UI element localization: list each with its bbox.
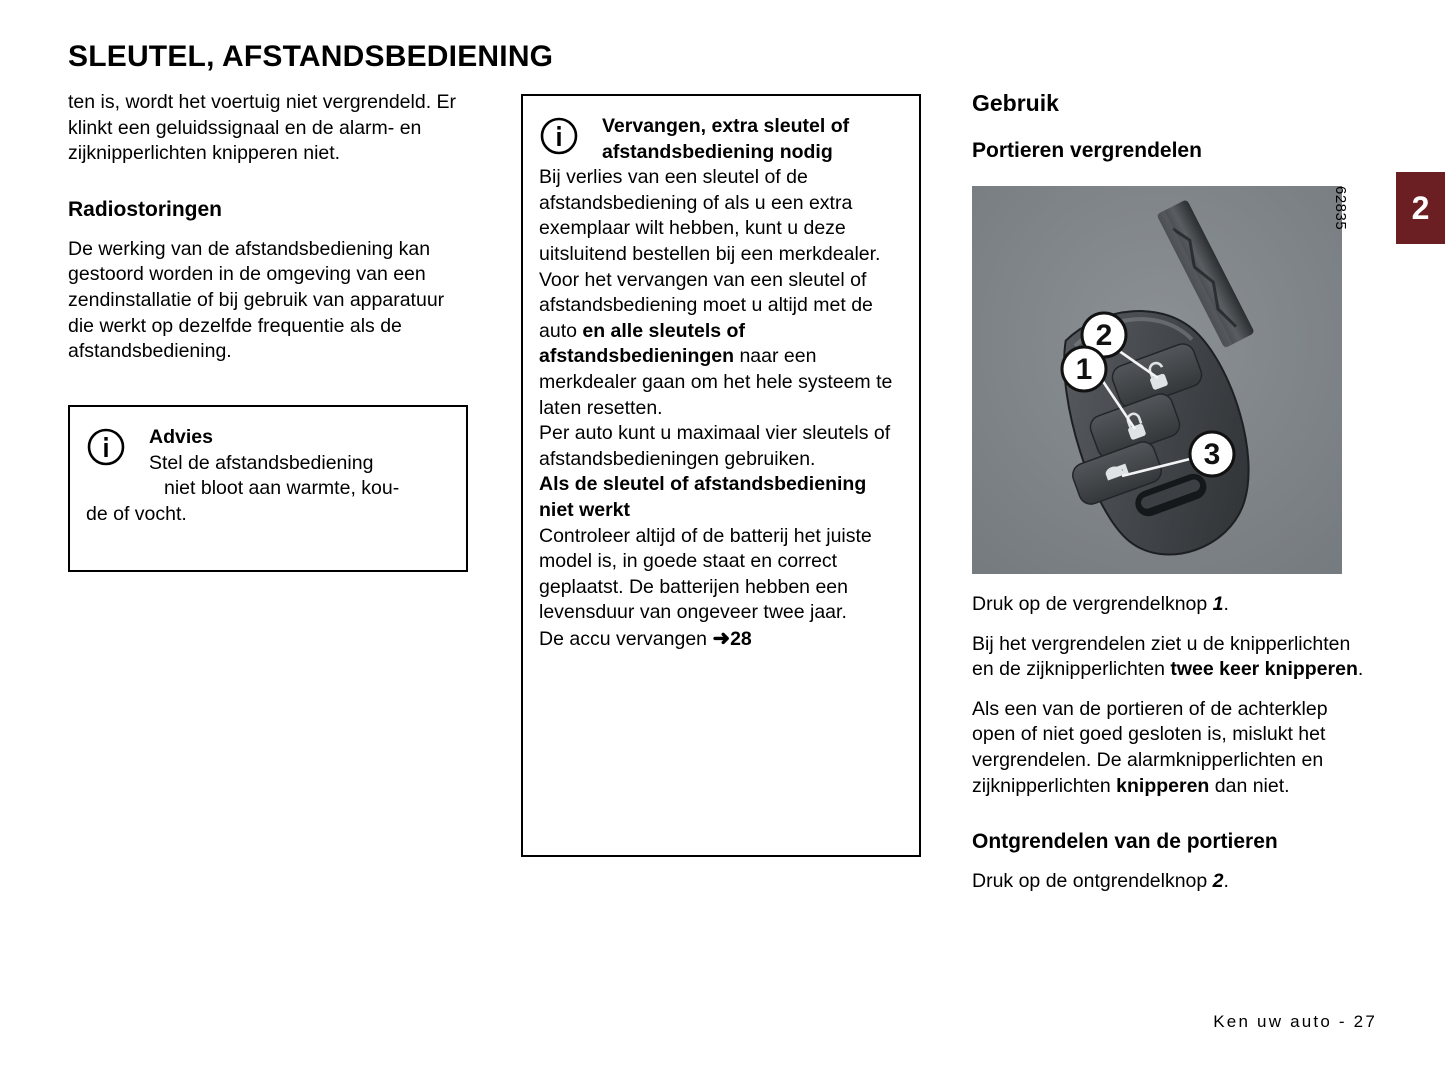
replace-paragraph-4: Controleer altijd of de batterij het juiste model is, in goede staat en correct geplaatst. De batterijen hebben een levensduur van ongeveer twee jaar. [539,524,872,624]
lock-blink-bold: twee keer knipperen [1170,658,1358,681]
arrow-right-icon: ➜ [712,626,731,650]
lock-instruction-post: . [1223,593,1229,615]
lock-blink-paragraph [972,632,1364,683]
unlock-instruction [972,869,1364,895]
advice-line-2: niet bloot aan warmte, kou- [164,477,400,500]
advice-title: Advies [149,426,213,448]
callout-3 [1190,432,1234,476]
unlock-instruction-post: . [1223,870,1229,893]
lock-blink-part1: Bij het vergrendelen ziet u de knipperlichten en de zijknipperlichten [972,632,1351,681]
right-column-body [972,592,1364,895]
replace-paragraph-3: Per auto kunt u maximaal vier sleutels of afstandsbedieningen gebruiken. [539,422,891,470]
svg-text:3: 3 [1203,438,1221,471]
lock-fail-part2: dan niet. [1209,774,1290,797]
cross-reference-page: 28 [730,627,752,650]
advice-line-3: de of vocht. [86,502,187,525]
replace-p2-part1: Voor het vervangen van een sleutel of afstandsbediening moet u altijd met de auto [539,268,873,342]
replace-heading-bold [539,472,903,523]
lock-instruction-callout: 1 [1212,593,1224,615]
unlock-instruction-callout: 2 [1212,870,1224,893]
callout-1 [1062,347,1106,391]
lock-blink-part2: . [1357,658,1364,681]
heading-gebruik: Gebruik [972,90,1059,116]
intro-paragraph: ten is, wordt het voertuig niet vergrendeld. Er klinkt een geluidssignaal en de alarm- en zijknipperlichten knipperen niet. [68,91,457,165]
info-icon [539,116,579,156]
lock-fail-bold: knipperen [1116,774,1210,797]
lock-instruction-pre: Druk op de vergrendelknop [972,593,1213,615]
heading-portieren-vergrendelen: Portieren vergrendelen [972,139,1202,162]
cross-reference[interactable] [539,626,903,653]
figure-reference-code: 62835 [1332,186,1349,231]
key-fob-illustration [972,186,1342,574]
advice-info-box [68,405,468,572]
replacement-info-box [521,94,921,857]
lock-instruction [972,592,1364,618]
lock-fail-part1: Als een van de portieren of de achterklep open of niet goed gesloten is, mislukt het vergrendelen. De alarmknipperlichten en zijknipperlichten [972,697,1328,797]
lock-fail-paragraph [972,697,1364,799]
replace-p2-part2: naar een merkdealer gaan om het hele systeem te laten resetten. [539,345,893,419]
replace-p2-bold: en alle sleutels of afstandsbedieningen [539,319,745,368]
chapter-tab: 2 [1396,172,1445,244]
page-footer: Ken uw auto - 27 [1213,1012,1377,1031]
unlock-instruction-pre: Druk op de ontgrendelknop [972,870,1213,893]
replace-paragraph-2 [539,268,903,422]
replace-box-title: Vervangen, extra sleutel of afstandsbediening nodig [602,115,850,163]
replace-paragraph-1: Bij verlies van een sleutel of de afstandsbediening of als u een extra exemplaar wilt hebben, kunt u deze uitsluitend bestellen bij een merkdealer. [539,166,881,265]
radio-paragraph: De werking van de afstandsbediening kan gestoord worden in de omgeving van een zendinstallatie of bij gebruik van apparatuur die werkt op dezelfde frequentie als de afstandsbediening. [68,237,445,363]
replace-heading-bold-text: Als de sleutel of afstandsbediening niet werkt [539,473,867,521]
heading-ontgrendelen: Ontgrendelen van de portieren [972,830,1278,854]
advice-line-1: Stel de afstandsbediening [149,451,374,474]
svg-text:1: 1 [1075,353,1093,386]
right-column [972,90,1364,164]
key-fob-figure [972,186,1342,574]
page-title: SLEUTEL, AFSTANDSBEDIENING [68,40,554,73]
info-icon [86,427,126,467]
cross-reference-label: De accu vervangen [539,627,708,650]
left-column [68,90,468,365]
svg-text:2: 2 [1095,319,1113,352]
heading-radiostoringen: Radiostoringen [68,197,223,221]
